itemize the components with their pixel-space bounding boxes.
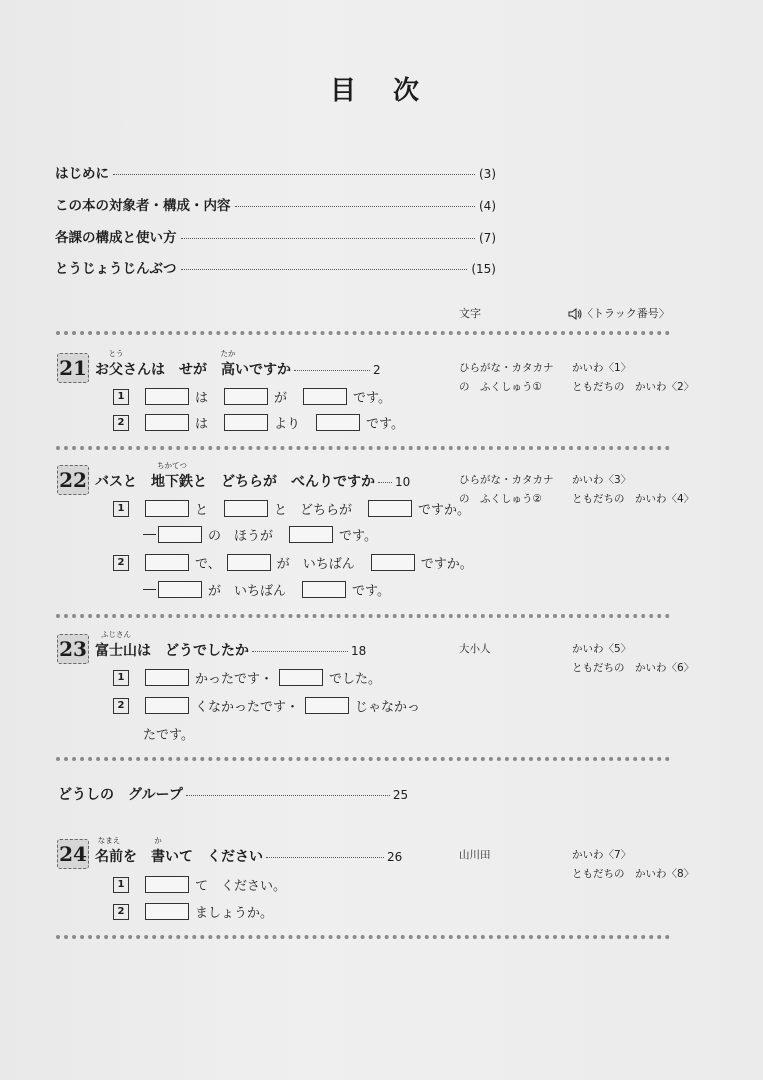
- pattern-text: ですか。: [420, 557, 473, 572]
- pattern-text: ましょうか。: [195, 906, 274, 921]
- ruby-word: [108, 349, 124, 379]
- blank-box: [289, 526, 333, 543]
- toc-entry-structure[interactable]: [55, 226, 496, 246]
- pattern-line: [113, 668, 381, 687]
- title-text: を: [123, 849, 151, 865]
- blank-box: [224, 500, 268, 517]
- track-text: ともだちの かいわ〈6〉: [572, 662, 695, 674]
- blank-box: [158, 526, 202, 543]
- column-heading-track: [568, 305, 670, 321]
- pattern-number: 1: [113, 670, 129, 686]
- pattern-text: でした。: [329, 672, 382, 687]
- pattern-text: は: [195, 391, 209, 406]
- leader-dots: [235, 206, 476, 207]
- pattern-text: が いちばん: [276, 557, 355, 572]
- track-text: かいわ〈5〉: [572, 643, 632, 655]
- pattern-number: 2: [113, 415, 129, 431]
- ruby-word: [151, 836, 165, 866]
- track-text: かいわ〈7〉: [572, 849, 632, 861]
- speaker-icon: [568, 308, 582, 320]
- blank-box: [279, 669, 323, 686]
- pattern-text: て ください。: [195, 879, 287, 894]
- title-text: いて ください: [165, 849, 263, 865]
- ruby-word: [151, 461, 193, 491]
- pattern-line: [113, 387, 391, 406]
- pattern-text: です。: [366, 417, 404, 432]
- track-text: かいわ〈1〉: [572, 362, 632, 374]
- dotted-separator: [56, 757, 670, 761]
- blank-box: [145, 697, 189, 714]
- pattern-text: たです。: [143, 728, 194, 743]
- kanji: 父: [109, 362, 123, 378]
- furigana: なまえ: [97, 836, 121, 845]
- lesson-number-badge: 21: [57, 353, 89, 383]
- title-text: どうしの グループ: [58, 787, 183, 803]
- track-text: ともだちの かいわ〈8〉: [572, 868, 695, 880]
- leader-dots: [113, 174, 475, 175]
- pattern-text: が: [274, 391, 288, 406]
- toc-entry-page: (15): [471, 262, 496, 276]
- title-text: いですか: [235, 362, 291, 378]
- furigana: ちかてつ: [157, 461, 187, 470]
- leader-dots: [181, 238, 476, 239]
- blank-box: [316, 414, 360, 431]
- blank-box: [158, 581, 202, 598]
- pattern-line: [113, 553, 473, 572]
- lesson-number-badge: 23: [57, 634, 89, 664]
- lesson-page: 10: [395, 475, 411, 489]
- toc-entry-page: (4): [479, 199, 496, 213]
- pattern-text: は: [195, 417, 209, 432]
- leader-dots: [378, 482, 392, 483]
- toc-entry-verb-group[interactable]: [58, 784, 408, 804]
- toc-entry-label: とうじょうじんぶつ: [55, 261, 177, 277]
- pattern-text: ですか。: [418, 503, 471, 518]
- blank-box: [305, 697, 349, 714]
- ruby-word: [95, 836, 123, 866]
- blank-box: [224, 388, 268, 405]
- title-text: お: [95, 362, 109, 378]
- moji-text: 山川田: [459, 849, 491, 861]
- track-text: かいわ〈3〉: [572, 474, 632, 486]
- blank-box: [145, 669, 189, 686]
- blank-box: [368, 500, 412, 517]
- kanji: 高: [221, 362, 235, 378]
- pattern-number: 2: [113, 555, 129, 571]
- kanji: 富士山: [95, 643, 137, 659]
- pattern-line: [113, 696, 420, 715]
- leader-dots: [186, 795, 390, 796]
- blank-box: [302, 581, 346, 598]
- blank-box: [224, 414, 268, 431]
- furigana: とう: [108, 349, 124, 358]
- pattern-text: じゃなかっ: [355, 700, 421, 715]
- pattern-text: です。: [352, 584, 390, 599]
- title-text: と どちらが べんりですか: [193, 474, 375, 490]
- toc-entry-label: はじめに: [55, 166, 109, 182]
- pattern-line: [113, 499, 470, 518]
- toc-entry-label: 各課の構成と使い方: [55, 230, 177, 246]
- pattern-text: ―: [143, 582, 156, 597]
- ruby-word: [95, 630, 137, 660]
- furigana: ふじさん: [101, 630, 131, 639]
- furigana: か: [154, 836, 162, 845]
- lesson-page: 26: [387, 850, 403, 864]
- track-text: ともだちの かいわ〈4〉: [572, 493, 695, 505]
- column-heading-moji: 文字: [459, 307, 481, 320]
- dotted-separator: [56, 935, 670, 939]
- dotted-separator: [56, 446, 670, 450]
- lesson-number-badge: 22: [57, 465, 89, 495]
- pattern-text: の ほうが: [208, 529, 274, 544]
- furigana: たか: [220, 349, 236, 358]
- lesson-22-title[interactable]: [95, 461, 411, 491]
- blank-box: [145, 388, 189, 405]
- pattern-number: 1: [113, 877, 129, 893]
- dotted-separator: [56, 331, 670, 335]
- pattern-text: と どちらが: [274, 503, 353, 518]
- pattern-number: 1: [113, 501, 129, 517]
- lesson-page: 25: [392, 788, 409, 802]
- pattern-text: で、: [195, 557, 221, 572]
- moji-text: の ふくしゅう②: [459, 493, 542, 505]
- dotted-separator: [56, 614, 670, 618]
- title-text: バスと: [95, 474, 151, 490]
- leader-dots: [252, 651, 348, 652]
- pattern-number: 2: [113, 904, 129, 920]
- pattern-text: が いちばん: [208, 584, 287, 599]
- lesson-23-title[interactable]: [95, 630, 367, 660]
- track-text: ともだちの かいわ〈2〉: [572, 381, 695, 393]
- kanji: 地下鉄: [151, 474, 193, 490]
- toc-entry-page: (7): [479, 231, 496, 245]
- leader-dots: [294, 370, 370, 371]
- lesson-page: 18: [351, 644, 367, 658]
- blank-box: [145, 414, 189, 431]
- pattern-text: と: [195, 503, 209, 518]
- toc-entry-page: (3): [479, 167, 496, 181]
- toc-entry-target[interactable]: [55, 194, 496, 214]
- lesson-page: 2: [373, 363, 381, 377]
- pattern-text: かったです・: [195, 672, 274, 687]
- lesson-21-title[interactable]: [95, 349, 381, 379]
- moji-text: ひらがな・カタカナ: [459, 362, 554, 374]
- pattern-answer-line: [143, 580, 390, 599]
- kanji: 名前: [95, 849, 123, 865]
- toc-entry-label: この本の対象者・構成・内容: [55, 198, 231, 214]
- pattern-line: [113, 902, 273, 921]
- pattern-continuation: [143, 724, 194, 743]
- pattern-number: 2: [113, 698, 129, 714]
- moji-text: ひらがな・カタカナ: [459, 474, 554, 486]
- pattern-line: [113, 413, 404, 432]
- blank-box: [145, 554, 189, 571]
- pattern-answer-line: [143, 525, 377, 544]
- pattern-text: です。: [339, 529, 377, 544]
- lesson-24-title[interactable]: [95, 836, 403, 866]
- blank-box: [145, 876, 189, 893]
- moji-text: 大小人: [459, 643, 491, 655]
- pattern-line: [113, 875, 286, 894]
- leader-dots: [266, 857, 384, 858]
- pattern-number: 1: [113, 389, 129, 405]
- title-text: は どうでしたか: [137, 643, 249, 659]
- blank-box: [227, 554, 271, 571]
- column-heading-track-label: 〈トラック番号〉: [582, 307, 670, 320]
- leader-dots: [181, 269, 468, 270]
- toc-entry-characters[interactable]: [55, 257, 496, 277]
- pattern-text: です。: [353, 391, 391, 406]
- pattern-text: より: [274, 417, 301, 432]
- kanji: 書: [151, 849, 165, 865]
- ruby-word: [220, 349, 236, 379]
- pattern-text: くなかったです・: [195, 700, 300, 715]
- blank-box: [145, 903, 189, 920]
- moji-text: の ふくしゅう①: [459, 381, 542, 393]
- blank-box: [145, 500, 189, 517]
- pattern-text: ―: [143, 527, 156, 542]
- lesson-number-badge: 24: [57, 839, 89, 869]
- toc-entry-hajimeni[interactable]: [55, 162, 496, 182]
- blank-box: [303, 388, 347, 405]
- blank-box: [371, 554, 415, 571]
- page-title: 目 次: [329, 76, 434, 106]
- title-text: さんは せが: [123, 362, 221, 378]
